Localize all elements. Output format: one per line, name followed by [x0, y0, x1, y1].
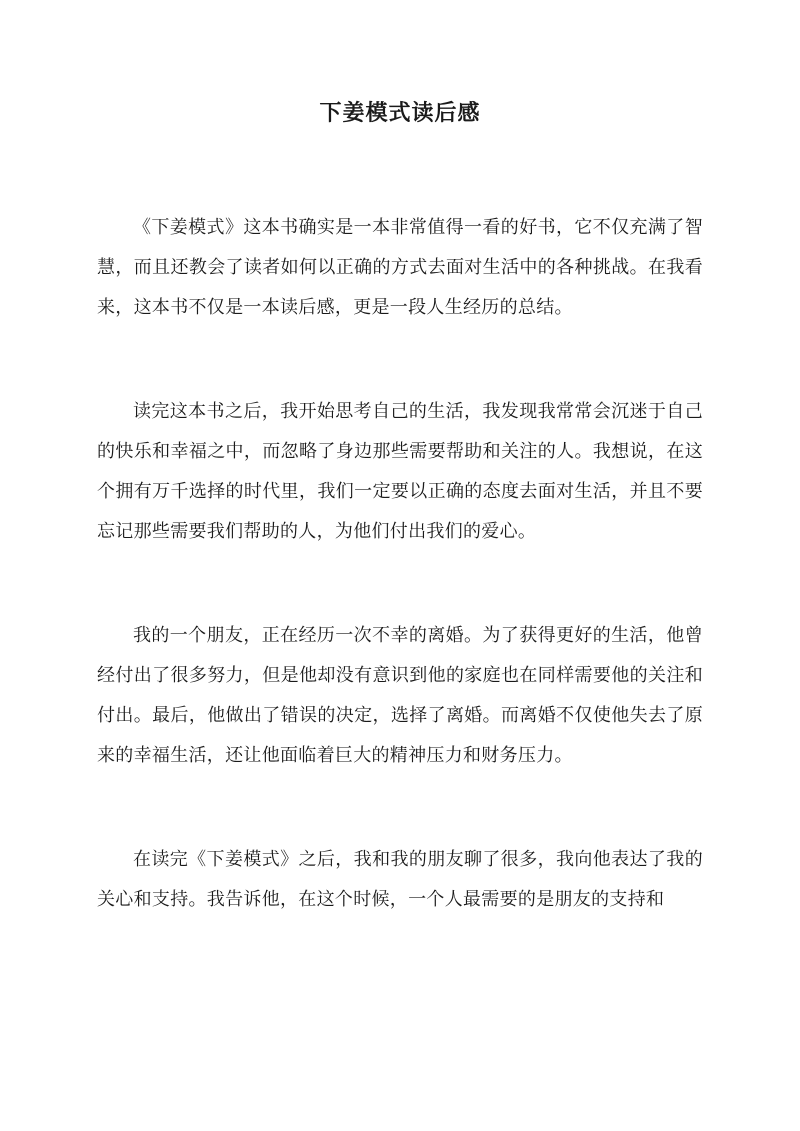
paragraph-3: 我的一个朋友，正在经历一次不幸的离婚。为了获得更好的生活，他曾经付出了很多努力，但是他却没有意识到他的家庭也在同样需要他的关注和付出。最后，他做出了错误的决定，选择了离婚。而离婚不仅使他失去了原来的幸福生活，还让他面临着巨大的精神压力和财务压力。 — [97, 625, 703, 766]
document-title: 下姜模式读后感 — [319, 100, 481, 126]
paragraph-2: 读完这本书之后，我开始思考自己的生活，我发现我常常会沉迷于自己的快乐和幸福之中，而忽略了身边那些需要帮助和关注的人。我想说，在这个拥有万千选择的时代里，我们一定要以正确的态度去面对生活，并且不要忘记那些需要我们帮助的人，为他们付出我们的爱心。 — [97, 401, 703, 542]
document-body — [97, 208, 703, 984]
paragraph-1: 《下姜模式》这本书确实是一本非常值得一看的好书，它不仅充满了智慧，而且还教会了读者如何以正确的方式去面对生活中的各种挑战。在我看来，这本书不仅是一本读后感，更是一段人生经历的总结。 — [97, 217, 703, 318]
paragraph-4: 在读完《下姜模式》之后，我和我的朋友聊了很多，我向他表达了我的关心和支持。我告诉他，在这个时候，一个人最需要的是朋友的支持和 — [97, 849, 703, 910]
